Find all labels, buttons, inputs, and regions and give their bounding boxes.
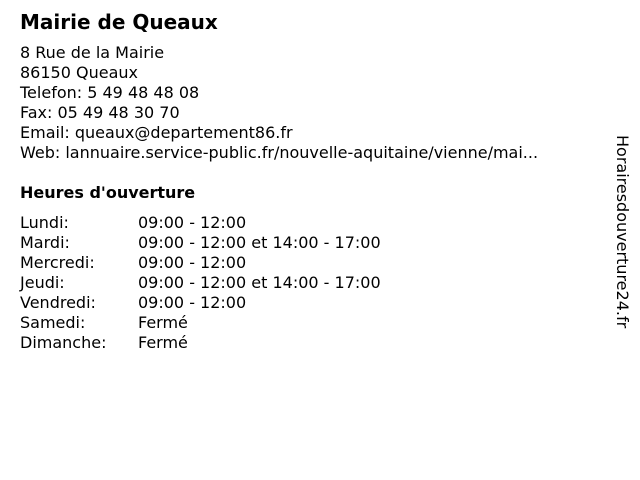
fax-number: Fax: 05 49 48 30 70 bbox=[20, 103, 180, 122]
opening-hours-heading: Heures d'ouverture bbox=[20, 183, 196, 202]
time-value: 09:00 - 12:00 et 14:00 - 17:00 bbox=[138, 273, 381, 292]
day-label: Lundi: bbox=[20, 213, 69, 232]
hours-row-wednesday bbox=[20, 253, 440, 273]
time-value: Fermé bbox=[138, 313, 188, 332]
day-label: Mercredi: bbox=[20, 253, 95, 272]
time-value: 09:00 - 12:00 bbox=[138, 213, 247, 232]
hours-row-sunday bbox=[20, 333, 440, 353]
address-street: 8 Rue de la Mairie bbox=[20, 43, 165, 62]
opening-hours-table bbox=[20, 213, 440, 353]
day-label: Dimanche: bbox=[20, 333, 107, 352]
hours-row-tuesday bbox=[20, 233, 440, 253]
time-value: 09:00 - 12:00 et 14:00 - 17:00 bbox=[138, 233, 381, 252]
day-label: Vendredi: bbox=[20, 293, 96, 312]
time-value: Fermé bbox=[138, 333, 188, 352]
phone-number: Telefon: 5 49 48 48 08 bbox=[20, 83, 200, 102]
hours-row-monday bbox=[20, 213, 440, 233]
time-value: 09:00 - 12:00 bbox=[138, 293, 247, 312]
day-label: Samedi: bbox=[20, 313, 86, 332]
email-address: Email: queaux@departement86.fr bbox=[20, 123, 293, 142]
day-label: Mardi: bbox=[20, 233, 70, 252]
site-brand-vertical: Horairesdouverture24.fr bbox=[613, 135, 632, 329]
hours-row-friday bbox=[20, 293, 440, 313]
hours-row-saturday bbox=[20, 313, 440, 333]
day-label: Jeudi: bbox=[20, 273, 65, 292]
website-link: Web: lannuaire.service-public.fr/nouvelle-aquitaine/vienne/mai... bbox=[20, 143, 539, 162]
page-title: Mairie de Queaux bbox=[20, 10, 218, 34]
contact-details bbox=[20, 43, 538, 163]
address-city: 86150 Queaux bbox=[20, 63, 138, 82]
time-value: 09:00 - 12:00 bbox=[138, 253, 247, 272]
hours-row-thursday bbox=[20, 273, 440, 293]
